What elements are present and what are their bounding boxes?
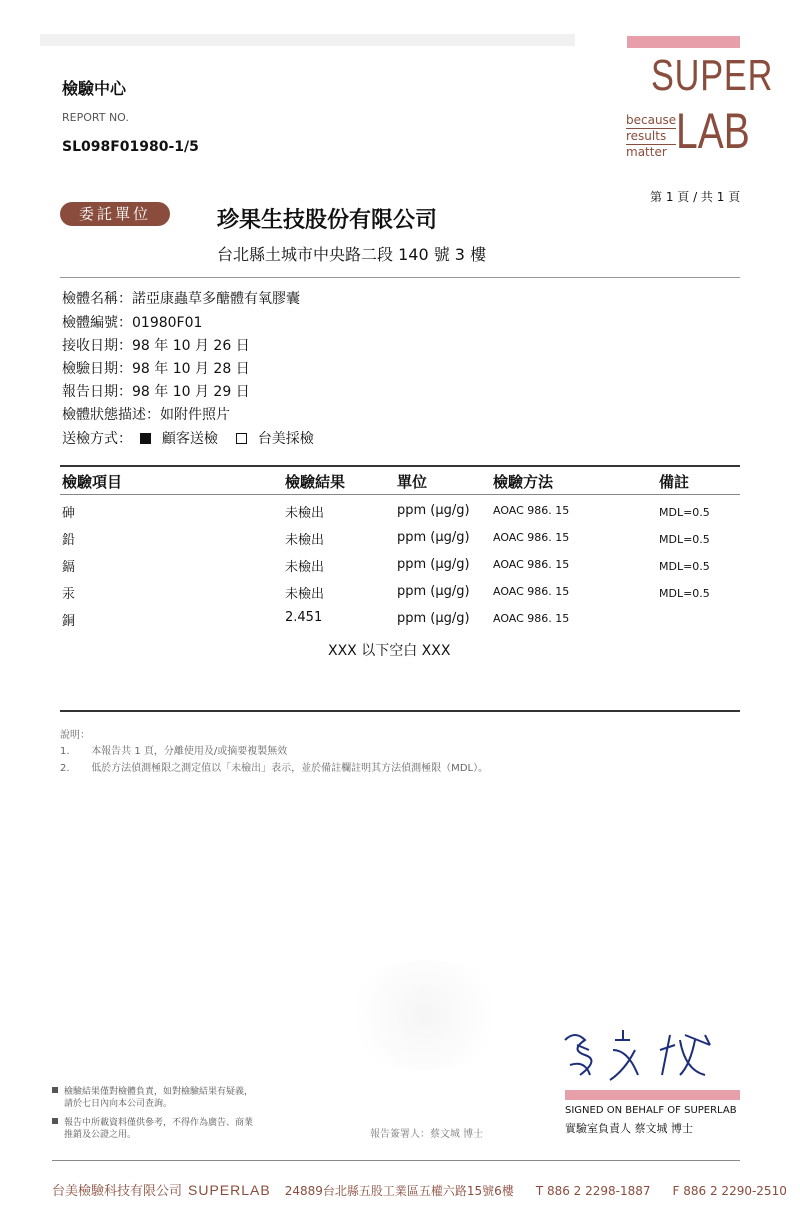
header-note: 備註 — [659, 473, 690, 491]
client-name: 珍果生技股份有限公司 — [217, 208, 438, 233]
report-signer: 報告簽署人：蔡文城 博士 — [370, 1129, 484, 1140]
note-2-text: 低於方法偵測極限之測定值以「未檢出」表示，並於備註欄註明其方法偵測極限（MDL）。 — [91, 763, 489, 774]
row-1-note: MDL=0.5 — [659, 506, 710, 519]
footer-fax: F 886 2 2290-2510 — [672, 1184, 787, 1198]
signed-on-behalf: SIGNED ON BEHALF OF SUPERLAB — [565, 1105, 737, 1116]
footer-brand: SUPERLAB — [188, 1182, 271, 1198]
client-address: 台北縣土城市中央路二段 140 號 3 樓 — [217, 245, 487, 264]
faint-seal-stamp — [340, 960, 510, 1070]
disclaimer-1-line-a: 檢驗結果僅對檢體負責，如對檢驗結果有疑義， — [64, 1087, 254, 1097]
footer — [52, 1180, 787, 1199]
row-5-unit: ppm (μg/g) — [397, 611, 470, 626]
checked-checkbox-icon — [140, 433, 151, 444]
footer-divider — [52, 1160, 740, 1161]
report-date: 報告日期：98 年 10 月 29 日 — [62, 384, 250, 400]
divider — [60, 277, 740, 278]
row-5-item: 銅 — [62, 614, 76, 629]
received-date: 接收日期：98 年 10 月 26 日 — [62, 338, 250, 354]
square-bullet-icon — [52, 1118, 58, 1124]
row-2-result: 未檢出 — [285, 533, 325, 548]
row-4-item: 汞 — [62, 587, 76, 602]
disclaimer-2-line-a: 報告中所載資料僅供參考，不得作為廣告、商業 — [64, 1118, 254, 1128]
row-2-note: MDL=0.5 — [659, 533, 710, 546]
logo-super-text: SUPER — [651, 51, 774, 100]
top-decorative-line — [40, 34, 575, 46]
disclaimer-2 — [52, 1117, 253, 1141]
header-unit: 單位 — [397, 473, 428, 491]
page-info: 第 1 頁 / 共 1 頁 — [650, 190, 741, 204]
row-3-result: 未檢出 — [285, 560, 325, 575]
center-title: 檢驗中心 — [62, 79, 127, 98]
signature-accent-bar — [565, 1090, 740, 1100]
square-bullet-icon — [52, 1087, 58, 1093]
note-2-number: 2. — [60, 763, 70, 774]
row-5-method: AOAC 986. 15 — [493, 612, 570, 625]
row-3-item: 鎘 — [62, 560, 76, 575]
row-4-note: MDL=0.5 — [659, 587, 710, 600]
row-2-item: 鉛 — [62, 533, 76, 548]
notes-title: 說明： — [60, 730, 90, 741]
client-badge: 委託單位 — [60, 202, 170, 226]
sample-id: 檢體編號：01980F01 — [62, 315, 203, 331]
logo-tag-line-2: results — [626, 129, 676, 145]
report-no-label: REPORT NO. — [62, 111, 129, 124]
note-1 — [60, 742, 287, 757]
note-1-text: 本報告共 1 頁，分離使用及/或摘要複製無效 — [91, 746, 288, 757]
disclaimer-2-line-b: 推銷及公證之用。 — [64, 1130, 137, 1140]
row-3-unit: ppm (μg/g) — [397, 557, 470, 572]
footer-company: 台美檢驗科技有限公司 — [52, 1184, 183, 1199]
row-2-unit: ppm (μg/g) — [397, 530, 470, 545]
logo-accent-bar — [627, 36, 740, 48]
row-1-item: 砷 — [62, 506, 76, 521]
footer-tel: T 886 2 2298-1887 — [535, 1184, 651, 1198]
row-1-unit: ppm (μg/g) — [397, 503, 470, 518]
header-test-item: 檢驗項目 — [62, 473, 123, 491]
row-1-result: 未檢出 — [285, 506, 325, 521]
lab-director: 實驗室負責人 蔡文城 博士 — [565, 1122, 693, 1135]
logo-tag-line-3: matter — [626, 145, 667, 159]
unchecked-checkbox-icon — [236, 433, 247, 444]
logo-tag-line-1: because — [626, 113, 677, 127]
disclaimer-1-line-b: 請於七日內向本公司查詢。 — [64, 1099, 173, 1109]
logo-tagline — [626, 113, 676, 160]
row-4-result: 未檢出 — [285, 587, 325, 602]
test-date: 檢驗日期：98 年 10 月 28 日 — [62, 361, 250, 377]
header-method: 檢驗方法 — [493, 473, 554, 491]
handwritten-signature — [555, 1020, 735, 1090]
row-2-method: AOAC 986. 15 — [493, 531, 570, 544]
blank-below-note: XXX 以下空白 XXX — [328, 643, 451, 659]
submission-method — [62, 428, 314, 448]
row-4-method: AOAC 986. 15 — [493, 585, 570, 598]
disclaimer-1 — [52, 1086, 253, 1110]
report-number: SL098F01980-1/5 — [62, 139, 199, 155]
logo-lab-text: LAB — [676, 103, 750, 159]
table-header-rule — [60, 494, 740, 495]
row-3-method: AOAC 986. 15 — [493, 558, 570, 571]
header-result: 檢驗結果 — [285, 473, 346, 491]
note-1-number: 1. — [60, 746, 70, 757]
note-2 — [60, 759, 488, 774]
row-3-note: MDL=0.5 — [659, 560, 710, 573]
table-bottom-rule — [60, 710, 740, 712]
submission-option-sampling: 台美採檢 — [257, 431, 314, 447]
submission-method-label: 送檢方式： — [62, 431, 132, 447]
table-top-rule — [60, 465, 740, 467]
row-5-result: 2.451 — [285, 610, 323, 625]
row-1-method: AOAC 986. 15 — [493, 504, 570, 517]
submission-option-customer: 顧客送檢 — [161, 431, 218, 447]
row-4-unit: ppm (μg/g) — [397, 584, 470, 599]
footer-address: 24889台北縣五股工業區五權六路15號6樓 — [284, 1184, 514, 1198]
sample-name: 檢體名稱：諾亞康蟲草多醣體有氧膠囊 — [62, 291, 300, 307]
sample-condition: 檢體狀態描述：如附件照片 — [62, 407, 230, 423]
